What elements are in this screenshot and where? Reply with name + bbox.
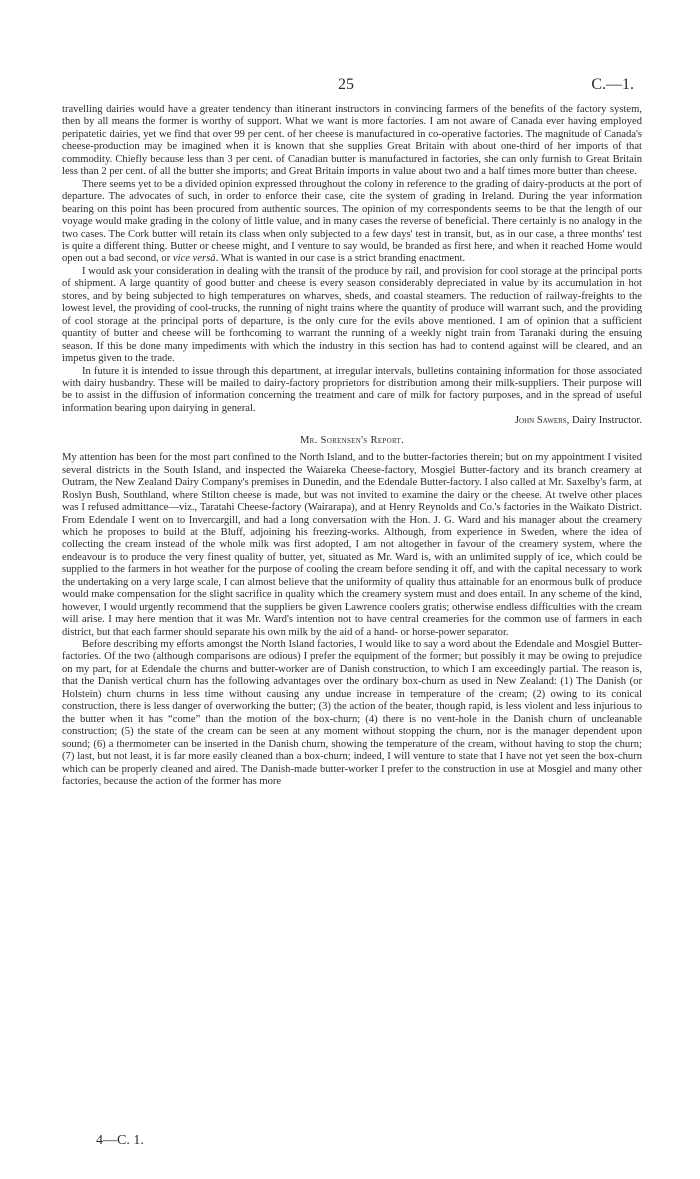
paragraph-attention: My attention has been for the most part confined to the North Island, and to the butter-factories therein; but on my appointment I visited several districts in the South Island, and inspected the Waiareka Cheese-factory, Mosgiel Butter-factory and its branch creamery at Outram, the New Zealand Dairy Company's premises in Dunedin, and the Edendale Butter-factory. I also called at Mr. Saxelby's farm, at Roslyn Bush, Southland, where Stilton cheese is made, but was not invited to examine the dairy or the cheese. At twelve other places was I refused admittance—viz., Taratahi Cheese-factory (Wairarapa), and at Henry Reynolds and Co.'s factories in the Waikato District. From Edendale I went on to Invercargill, and had a long conversation with the Hon. J. G. Ward and his manager about the creamery which he proposes to build at the Bluff, adjoining his freezing-works. Although, from experience in Sweden, where the idea of collecting the cream instead of the whole milk was first adopted, I am not altogether in favour of the creamery system, where the endeavour is to produce the very finest quality of butter, yet, situated as Mr. Ward is, with an unlimited supply of ice, which could be supplied to the farmers in hot weather for the purpose of cooling the cream before sending it off, and with the capital necessary to work the undertaking on a very large scale, I can almost believe that the uniformity of quality thus attainable for an enormous bulk of produce would make compensation for the slight sacrifice in quality which the creamery system must and does entail. In any scheme of the kind, however, I would urgently recommend that the suppliers be given Lawrence coolers gratis; otherwise endless difficulties with the cream will arise. I may here mention that it was Mr. Ward's intention not to have central creameries for the common use of farmers in each district, but that each farmer should separate his own milk by the aid of a hand- or horse-power separator.: [62, 452, 642, 638]
signature-line: [62, 415, 642, 427]
footer-signature-mark: 4—C. 1.: [96, 1133, 144, 1148]
page-header: [0, 76, 700, 96]
italic-vice-versa: vice versâ: [172, 253, 216, 265]
signature-title: , Dairy Instructor.: [566, 415, 642, 427]
paragraph-grading-tail: . What is wanted in our case is a strict branding enactment.: [215, 253, 466, 265]
document-reference: C.—1.: [591, 76, 634, 93]
paragraph-grading: [62, 179, 642, 266]
paragraph-grading-text: There seems yet to be a divided opinion expressed throughout the colony in reference to the grading of dairy-products at the port of departure. The advocates of such, in order to enforce their case, cite the system of grading in Ireland. During the year information bearing on this point has been procured from authentic sources. The opinion of my correspondents seems to be that the length of our voyage would make grading in the colony of little value, and in many cases the reverse of beneficial. There certainly is no analogy in the two cases. The Cork butter will retain its class when only subjected to a few days' test in transit, but, as in our case, a three months' test is quite a different thing. Butter or cheese might, and I venture to say would, be branded as first here, and when it reached Home would open out a bad second, or: [62, 178, 642, 265]
body-text: [62, 104, 642, 788]
page-number: 25: [338, 76, 354, 93]
paragraph-churns: Before describing my efforts amongst the North Island factories, I would like to say a word about the Edendale and Mosgiel Butter-factories. Of the two (although comparisons are odious) I prefer the equipment of the former; but possibly it may be owing to prejudice on my part, for at Edendale the churns and butter-worker are of Danish construction, to which I am exceedingly partial. The reason is, that the Danish vertical churn has the following advantages over the ordinary box-churn as used in New Zealand: (1) The Danish (or Holstein) churn churns in less time without causing any undue increase in temperature of the cream; (2) owing to its conical construction, there is less danger of overworking the butter; (3) the action of the beater, though rapid, is less violent and less injurious to the butter when it has “come” than the motion of the box-churn; (4) there is no vent-hole in the Danish churn of uncleanable construction; (5) the state of the cream can be seen at any moment without stopping the churn, nor is the manager dependent upon sound; (6) a thermometer can be inserted in the Danish churn, showing the temperature of the cream, without having to stop the churn; (7) last, but not least, it is far more easily cleaned than a box-churn; indeed, I will venture to state that I have not yet seen the box-churn which can be properly cleaned and aired. The Danish-made butter-worker I prefer to the construction in use at Mosgiel and many other factories, because the action of the former has more: [62, 639, 642, 788]
paragraph-bulletins: In future it is intended to issue through this department, at irregular intervals, bulletins containing information for those associated with dairy husbandry. These will be mailed to dairy-factory proprietors for distribution among their milk-suppliers. Their purpose will be to assist in the diffusion of information concerning the treatment and care of milk for factory purposes, and in the spread of useful information bearing upon dairying in general.: [62, 365, 642, 414]
paragraph-transit: I would ask your consideration in dealing with the transit of the produce by rail, and provision for cool storage at the principal ports of shipment. A large quantity of good butter and cheese is every season considerably depreciated in value by its accumulation in hot stores, and by being subjected to high temperatures on wharves, sheds, and coastal steamers. The reduction of railway-freights to the lowest level, the providing of cool-trucks, the running of night trains where the quantity of produce will warrant such, and the providing of cool storage at the principal ports of departure, is the only cure for the evils above mentioned. I am of opinion that a sufficient quantity of butter and cheese will be forthcoming to warrant the running of a weekly night train from Taranaki during the ensuing season. If this be done many impediments with which the industry in this section has had to contend against will be cleared, and an impetus given to the trade.: [62, 265, 642, 365]
signature-name: John Sawers: [514, 415, 567, 427]
paragraph-continued: travelling dairies would have a greater tendency than itinerant instructors in convincing farmers of the benefits of the factory system, then by all means the former is worthy of support. What we want is more factories. I am not aware of Canada ever having employed peripatetic dairies, yet we find that over 99 per cent. of her cheese is manufactured in co-operative factories. The magnitude of Canada's cheese-production may be imagined when it is known that she supplies Great Britain with about one-third of her imports of that commodity. Chiefly because less than 3 per cent. of Canadian butter is manufactured in factories, she can only furnish to Great Britain less than 2 per cent. of all the butter she imports; and Great Britain imports in value about two and a half times more butter than cheese.: [62, 104, 642, 178]
section-heading: Mr. Sorensen's Report.: [299, 434, 405, 446]
